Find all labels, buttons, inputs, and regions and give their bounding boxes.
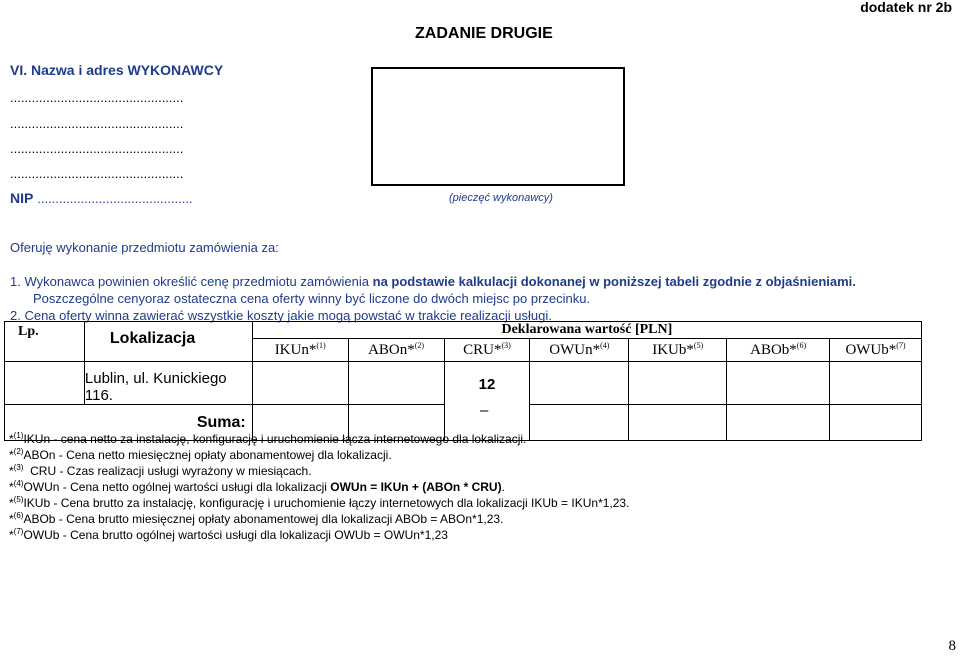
footnote-5 <box>9 496 629 510</box>
column-sup: (1) <box>316 340 326 350</box>
footnote-text: CRU - Czas realizacji usługi wyrażony w miesiącach. <box>23 464 312 478</box>
footnote-3 <box>9 464 312 478</box>
offer-item-1 <box>10 274 856 289</box>
cru-cell: 12 <box>444 362 530 441</box>
price-table <box>4 321 922 441</box>
column-sup: (4) <box>600 340 610 350</box>
contractor-heading: VI. Nazwa i adres WYKONAWCY <box>10 62 224 78</box>
column-label: ABOn* <box>368 341 415 358</box>
column-label: OWUn* <box>549 341 601 358</box>
footnote-mark: * <box>9 512 14 526</box>
column-label: IKUn* <box>274 341 317 358</box>
column-label: CRU* <box>463 341 502 358</box>
column-label: IKUb* <box>652 341 694 358</box>
column-header-abon <box>348 339 444 362</box>
footnote-mark: * <box>9 464 14 478</box>
footnote-mark: * <box>9 432 14 446</box>
sum-label: Suma: <box>5 405 253 441</box>
contractor-line: ................................................ <box>10 116 184 131</box>
column-sup: (3) <box>501 340 511 350</box>
contractor-line: ................................................ <box>10 166 184 181</box>
column-sup: (7) <box>896 340 906 350</box>
footnote-formula: OWUn = IKUn + (ABOn * CRU) <box>330 480 502 494</box>
footnote-text: IKUn - cena netto za instalację, konfigurację i uruchomienie łącza internetowego dla lokalizacji. <box>23 432 527 446</box>
footnote-1 <box>9 432 526 446</box>
location-header: Lokalizacja <box>84 322 252 362</box>
contractor-line: ................................................ <box>10 141 184 156</box>
column-header-owun <box>530 339 629 362</box>
footnote-2 <box>9 448 392 462</box>
abon-cell <box>348 362 444 405</box>
offer-intro: Oferuję wykonanie przedmiotu zamówienia za: <box>10 240 279 255</box>
footnote-text: ABOb - Cena brutto miesięcznej opłaty abonamentowej dla lokalizacji ABOb = ABOn*1,23. <box>23 512 504 526</box>
owub-cell <box>830 362 922 405</box>
abob-cell <box>727 362 830 405</box>
owun-cell <box>530 362 629 405</box>
sum-ikub-cell <box>629 405 727 441</box>
footnote-7 <box>9 528 448 542</box>
contractor-line: ................................................ <box>10 90 184 105</box>
stamp-box <box>371 67 625 186</box>
footnote-text: ABOn - Cena netto miesięcznej opłaty abonamentowej dla lokalizacji. <box>23 448 392 462</box>
footnote-mark: * <box>9 480 14 494</box>
ikub-cell <box>629 362 727 405</box>
column-sup: (5) <box>693 340 704 350</box>
footnote-6 <box>9 512 503 526</box>
table-row <box>5 362 922 405</box>
nip-row <box>10 190 193 206</box>
lp-header: Lp. <box>5 322 85 362</box>
column-header-ikub <box>629 339 727 362</box>
sum-owun-cell <box>530 405 629 441</box>
footnote-mark: * <box>9 496 14 510</box>
sum-owub-cell <box>830 405 922 441</box>
footnote-text-end: . <box>501 480 505 494</box>
offer-item-1-continued: Poszczególne cenyoraz ostateczna cena oferty winny być liczone do dwóch miejsc po przecinku. <box>33 291 591 306</box>
footnote-sup: (2) <box>13 447 24 456</box>
footnote-mark: * <box>9 448 14 462</box>
column-sup: (2) <box>414 340 425 350</box>
page-title: ZADANIE DRUGIE <box>415 25 553 42</box>
footnote-sup: (4) <box>13 479 24 488</box>
footnote-4 <box>9 480 505 494</box>
stamp-caption: (pieczęć wykonawcy) <box>449 192 553 204</box>
nip-label: NIP <box>10 190 34 206</box>
column-label: OWUb* <box>845 341 897 358</box>
footnote-sup: (5) <box>13 495 24 504</box>
footnote-sup: (7) <box>13 527 24 536</box>
column-label: ABOb* <box>750 341 797 358</box>
offer-item-1-text: 1. Wykonawca powinien określić cenę przedmiotu zamówienia <box>10 274 373 289</box>
lp-cell <box>5 362 85 405</box>
footnote-text: IKUb - Cena brutto za instalację, konfigurację i uruchomienie łączy internetowych dla lokalizacji IKUb = IKUn*1,23. <box>23 496 630 510</box>
annex-label: dodatek nr 2b <box>860 0 952 15</box>
footnote-sup: (3) <box>13 463 24 472</box>
offer-item-2: 2. Cena oferty winna zawierać wszystkie koszty jakie mogą powstać w trakcie realizacji usługi. <box>10 308 552 323</box>
ikun-cell <box>252 362 348 405</box>
footnote-text: OWUb - Cena brutto ogólnej wartości usługi dla lokalizacji OWUb = OWUn*1,23 <box>23 528 448 542</box>
sum-abob-cell <box>727 405 830 441</box>
offer-item-1-bold: na podstawie kalkulacji dokonanej w poniższej tabeli zgodnie z objaśnieniami. <box>372 274 856 289</box>
column-sup: (6) <box>796 340 807 350</box>
column-header-owub <box>830 339 922 362</box>
location-cell: Lublin, ul. Kunickiego 116. <box>84 362 252 405</box>
column-header-abob <box>727 339 830 362</box>
footnote-text: OWUn - Cena netto ogólnej wartości usługi dla lokalizacji <box>23 480 331 494</box>
nip-value: ........................................... <box>37 191 193 206</box>
page-number: 8 <box>948 638 956 654</box>
declared-value-header: Deklarowana wartość [PLN] <box>252 322 921 339</box>
sum-cru-value: – <box>480 402 489 419</box>
column-header-ikun <box>252 339 348 362</box>
footnote-sup: (1) <box>13 431 24 440</box>
footnote-sup: (6) <box>13 511 24 520</box>
column-header-cru <box>444 339 530 362</box>
footnote-mark: * <box>9 528 14 542</box>
